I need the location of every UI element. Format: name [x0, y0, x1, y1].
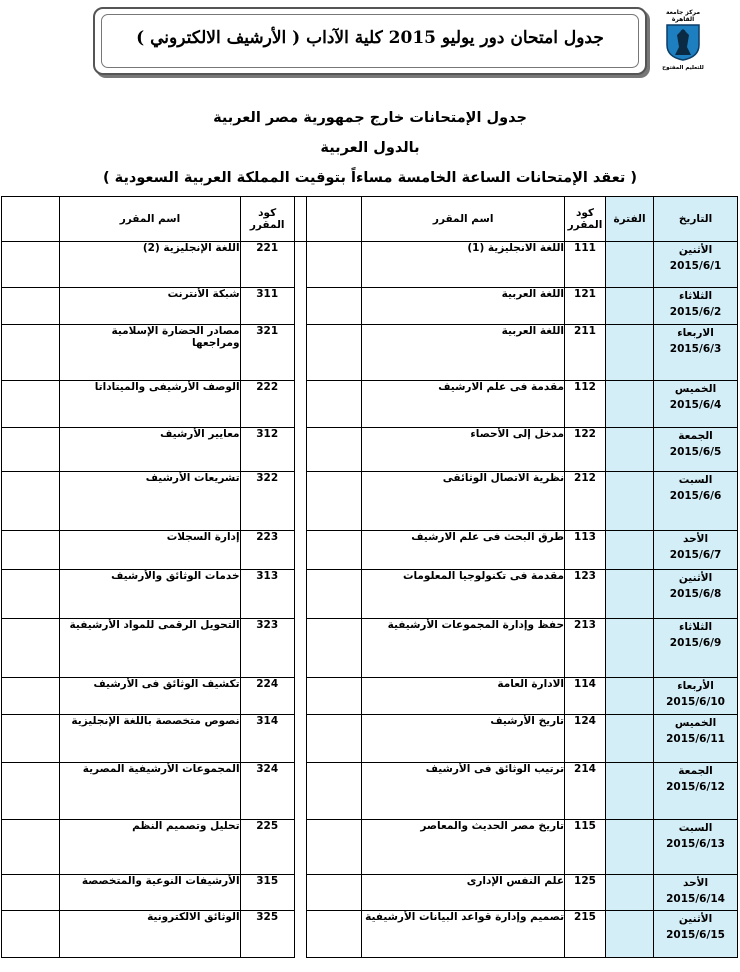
period-cell [605, 428, 653, 472]
period-cell [605, 715, 653, 763]
table-row [2, 875, 738, 911]
course-name-cell-2: شبكة الأنترنت [60, 288, 240, 325]
period-cell [605, 763, 653, 820]
date-cell [654, 325, 738, 381]
course-name-cell: طرق البحث فى علم الارشيف [362, 531, 565, 570]
day-name: السبت [678, 474, 713, 486]
header-name-2: اسم المقرر [60, 197, 240, 242]
empty-cell [307, 531, 362, 570]
column-gap [294, 472, 306, 531]
table-row [2, 763, 738, 820]
column-gap [294, 619, 306, 678]
course-code-cell: 122 [565, 428, 606, 472]
logo-top-text: مركز جامعة القاهرة [665, 9, 701, 23]
header-code-line2: المقرر [567, 219, 603, 231]
period-cell [605, 911, 653, 958]
course-code-cell: 213 [565, 619, 606, 678]
date-value: 2015/6/14 [666, 893, 725, 905]
course-name-cell-2: إدارة السجلات [60, 531, 240, 570]
table-row [2, 242, 738, 288]
course-name-cell: الادارة العامة [362, 678, 565, 715]
day-name: الجمعة [678, 430, 713, 442]
page-title: جدول امتحان دور يوليو 2015 كلية الآداب ( الأرشيف الالكتروني ) [136, 28, 604, 48]
date-cell [654, 472, 738, 531]
table-row [2, 619, 738, 678]
course-code-cell: 124 [565, 715, 606, 763]
empty-cell [307, 619, 362, 678]
course-code-cell: 212 [565, 472, 606, 531]
table-row [2, 428, 738, 472]
empty-cell [307, 763, 362, 820]
header-code-2-line2: المقرر [249, 219, 285, 231]
date-cell [654, 820, 738, 875]
header-code-2 [240, 197, 294, 242]
day-name: الأثنين [678, 913, 713, 925]
course-name-cell-2: المجموعات الأرشيفية المصرية [60, 763, 240, 820]
date-value: 2015/6/10 [666, 696, 725, 708]
course-code-cell: 114 [565, 678, 606, 715]
empty-cell [307, 678, 362, 715]
header-name: اسم المقرر [362, 197, 565, 242]
header-code-2-line1: كود [258, 207, 277, 219]
table-row [2, 715, 738, 763]
course-name-cell: مقدمة فى تكنولوجيا المعلومات [362, 570, 565, 619]
course-name-cell: علم النفس الإدارى [362, 875, 565, 911]
course-name-cell: مقدمة فى علم الارشيف [362, 381, 565, 428]
course-code-cell: 125 [565, 875, 606, 911]
course-code-cell-2: 224 [240, 678, 294, 715]
period-cell [605, 875, 653, 911]
course-name-cell-2: معايير الأرشيف [60, 428, 240, 472]
course-name-cell-2: تشريعات الأرشيف [60, 472, 240, 531]
empty-cell-2 [2, 288, 60, 325]
header-date: التاريخ [654, 197, 738, 242]
header-code-line1: كود [575, 207, 595, 219]
date-value: 2015/6/5 [669, 446, 722, 458]
column-gap [294, 288, 306, 325]
empty-cell [307, 570, 362, 619]
column-gap [294, 242, 306, 288]
date-value: 2015/6/6 [669, 490, 722, 502]
date-value: 2015/6/4 [669, 399, 722, 411]
empty-cell-2 [2, 242, 60, 288]
empty-cell [307, 875, 362, 911]
course-code-cell-2: 222 [240, 381, 294, 428]
column-gap [294, 428, 306, 472]
empty-cell-2 [2, 678, 60, 715]
period-cell [605, 820, 653, 875]
day-name: الأثنين [678, 244, 713, 256]
day-name: الخميس [674, 717, 717, 729]
course-code-cell: 115 [565, 820, 606, 875]
date-value: 2015/6/12 [666, 781, 725, 793]
date-value: 2015/6/15 [666, 929, 725, 941]
header-period: الفترة [605, 197, 653, 242]
column-gap [294, 715, 306, 763]
logo-bottom-text: للتعليم المفتوح [662, 65, 704, 71]
exam-schedule-table [1, 196, 738, 958]
header-code [565, 197, 606, 242]
date-value: 2015/6/9 [669, 637, 722, 649]
course-code-cell-2: 311 [240, 288, 294, 325]
course-code-cell-2: 313 [240, 570, 294, 619]
course-name-cell: حفظ وإدارة المجموعات الأرشيفية [362, 619, 565, 678]
course-code-cell: 112 [565, 381, 606, 428]
course-code-cell-2: 324 [240, 763, 294, 820]
day-name: الاربعاء [677, 327, 714, 339]
table-header-row [2, 197, 738, 242]
date-value: 2015/6/13 [666, 838, 725, 850]
column-gap [294, 763, 306, 820]
empty-cell [307, 472, 362, 531]
course-name-cell-2: نصوص متخصصة باللغة الإنجليزية [60, 715, 240, 763]
course-name-cell-2: الوثائق الالكترونية [60, 911, 240, 958]
course-code-cell-2: 314 [240, 715, 294, 763]
table-row [2, 381, 738, 428]
column-gap [294, 911, 306, 958]
university-logo [658, 9, 708, 71]
course-code-cell: 211 [565, 325, 606, 381]
empty-cell-2 [2, 619, 60, 678]
period-cell [605, 531, 653, 570]
table-row [2, 472, 738, 531]
column-gap [294, 875, 306, 911]
date-cell [654, 242, 738, 288]
empty-cell-2 [2, 715, 60, 763]
course-name-cell: ترتيب الوثائق فى الأرشيف [362, 763, 565, 820]
course-code-cell-2: 322 [240, 472, 294, 531]
empty-cell [307, 325, 362, 381]
course-name-cell-2: اللغة الإنجليزية (2) [60, 242, 240, 288]
table-row [2, 570, 738, 619]
empty-cell-2 [2, 911, 60, 958]
course-name-cell-2: التحويل الرقمى للمواد الأرشيفية [60, 619, 240, 678]
period-cell [605, 472, 653, 531]
heading-line-1: جدول الإمتحانات خارج جمهورية مصر العربية [213, 110, 527, 126]
table-row [2, 678, 738, 715]
day-name: الثلاثاء [679, 621, 713, 633]
period-cell [605, 619, 653, 678]
shield-icon [665, 23, 701, 61]
date-cell [654, 570, 738, 619]
date-cell [654, 619, 738, 678]
empty-cell-2 [2, 763, 60, 820]
course-name-cell: تصميم وإدارة قواعد البيانات الأرشيفية [362, 911, 565, 958]
empty-cell [307, 715, 362, 763]
empty-cell-2 [2, 875, 60, 911]
date-value: 2015/6/2 [669, 306, 722, 318]
header-box [93, 7, 647, 75]
empty-cell-2 [2, 472, 60, 531]
course-code-cell-2: 315 [240, 875, 294, 911]
date-value: 2015/6/7 [669, 549, 722, 561]
course-code-cell: 121 [565, 288, 606, 325]
course-name-cell: اللغة العربية [362, 325, 565, 381]
course-name-cell: تاريخ مصر الحديث والمعاصر [362, 820, 565, 875]
course-code-cell: 215 [565, 911, 606, 958]
course-name-cell: تاريخ الأرشيف [362, 715, 565, 763]
empty-cell [307, 820, 362, 875]
date-cell [654, 428, 738, 472]
empty-cell [307, 381, 362, 428]
column-gap [294, 570, 306, 619]
date-cell [654, 875, 738, 911]
period-cell [605, 381, 653, 428]
table-row [2, 325, 738, 381]
date-value: 2015/6/11 [666, 733, 725, 745]
date-cell [654, 288, 738, 325]
course-code-cell-2: 221 [240, 242, 294, 288]
course-code-cell-2: 223 [240, 531, 294, 570]
empty-cell [307, 288, 362, 325]
empty-cell-2 [2, 428, 60, 472]
course-code-cell: 214 [565, 763, 606, 820]
day-name: السبت [678, 822, 713, 834]
course-name-cell-2: مصادر الحضارة الإسلامية ومراجعها [60, 325, 240, 381]
table-row [2, 820, 738, 875]
header-empty [307, 197, 362, 242]
date-cell [654, 715, 738, 763]
course-name-cell: اللغة العربية [362, 288, 565, 325]
date-cell [654, 381, 738, 428]
empty-cell-2 [2, 570, 60, 619]
period-cell [605, 570, 653, 619]
column-gap [294, 197, 306, 242]
empty-cell [307, 242, 362, 288]
table-row [2, 531, 738, 570]
course-name-cell: اللغة الانجليزية (1) [362, 242, 565, 288]
course-code-cell-2: 321 [240, 325, 294, 381]
table-row [2, 911, 738, 958]
course-code-cell-2: 312 [240, 428, 294, 472]
day-name: الثلاثاء [679, 290, 713, 302]
column-gap [294, 678, 306, 715]
course-name-cell-2: الأرشيفات النوعية والمتخصصة [60, 875, 240, 911]
table-row [2, 288, 738, 325]
period-cell [605, 288, 653, 325]
course-name-cell-2: خدمات الوثائق والأرشيف [60, 570, 240, 619]
heading-line-3: ( تعقد الإمتحانات الساعة الخامسة مساءاً بتوقيت المملكة العربية السعودية ) [102, 170, 638, 186]
period-cell [605, 242, 653, 288]
course-name-cell-2: تحليل وتصميم النظم [60, 820, 240, 875]
column-gap [294, 531, 306, 570]
course-code-cell-2: 323 [240, 619, 294, 678]
heading-line-2: بالدول العربية [320, 140, 420, 156]
date-cell [654, 911, 738, 958]
date-cell [654, 531, 738, 570]
course-code-cell: 111 [565, 242, 606, 288]
course-name-cell: نظرية الاتصال الوثائقى [362, 472, 565, 531]
column-gap [294, 381, 306, 428]
day-name: الأربعاء [677, 680, 714, 692]
date-cell [654, 763, 738, 820]
course-code-cell: 113 [565, 531, 606, 570]
empty-cell-2 [2, 325, 60, 381]
course-name-cell-2: تكشيف الوثائق فى الأرشيف [60, 678, 240, 715]
day-name: الأثنين [678, 572, 713, 584]
empty-cell [307, 428, 362, 472]
date-value: 2015/6/3 [669, 343, 722, 355]
empty-cell-2 [2, 820, 60, 875]
day-name: الأحد [683, 877, 709, 889]
empty-cell-2 [2, 381, 60, 428]
date-value: 2015/6/8 [669, 588, 722, 600]
empty-cell [307, 911, 362, 958]
day-name: الأحد [683, 533, 709, 545]
course-name-cell-2: الوصف الأرشيفى والميتاداتا [60, 381, 240, 428]
course-code-cell-2: 225 [240, 820, 294, 875]
course-code-cell-2: 325 [240, 911, 294, 958]
course-name-cell: مدخل إلى الأحصاء [362, 428, 565, 472]
date-cell [654, 678, 738, 715]
period-cell [605, 678, 653, 715]
empty-cell-2 [2, 531, 60, 570]
date-value: 2015/6/1 [669, 260, 722, 272]
day-name: الخميس [674, 383, 717, 395]
period-cell [605, 325, 653, 381]
day-name: الجمعة [678, 765, 713, 777]
course-code-cell: 123 [565, 570, 606, 619]
column-gap [294, 820, 306, 875]
column-gap [294, 325, 306, 381]
header-empty-2 [2, 197, 60, 242]
